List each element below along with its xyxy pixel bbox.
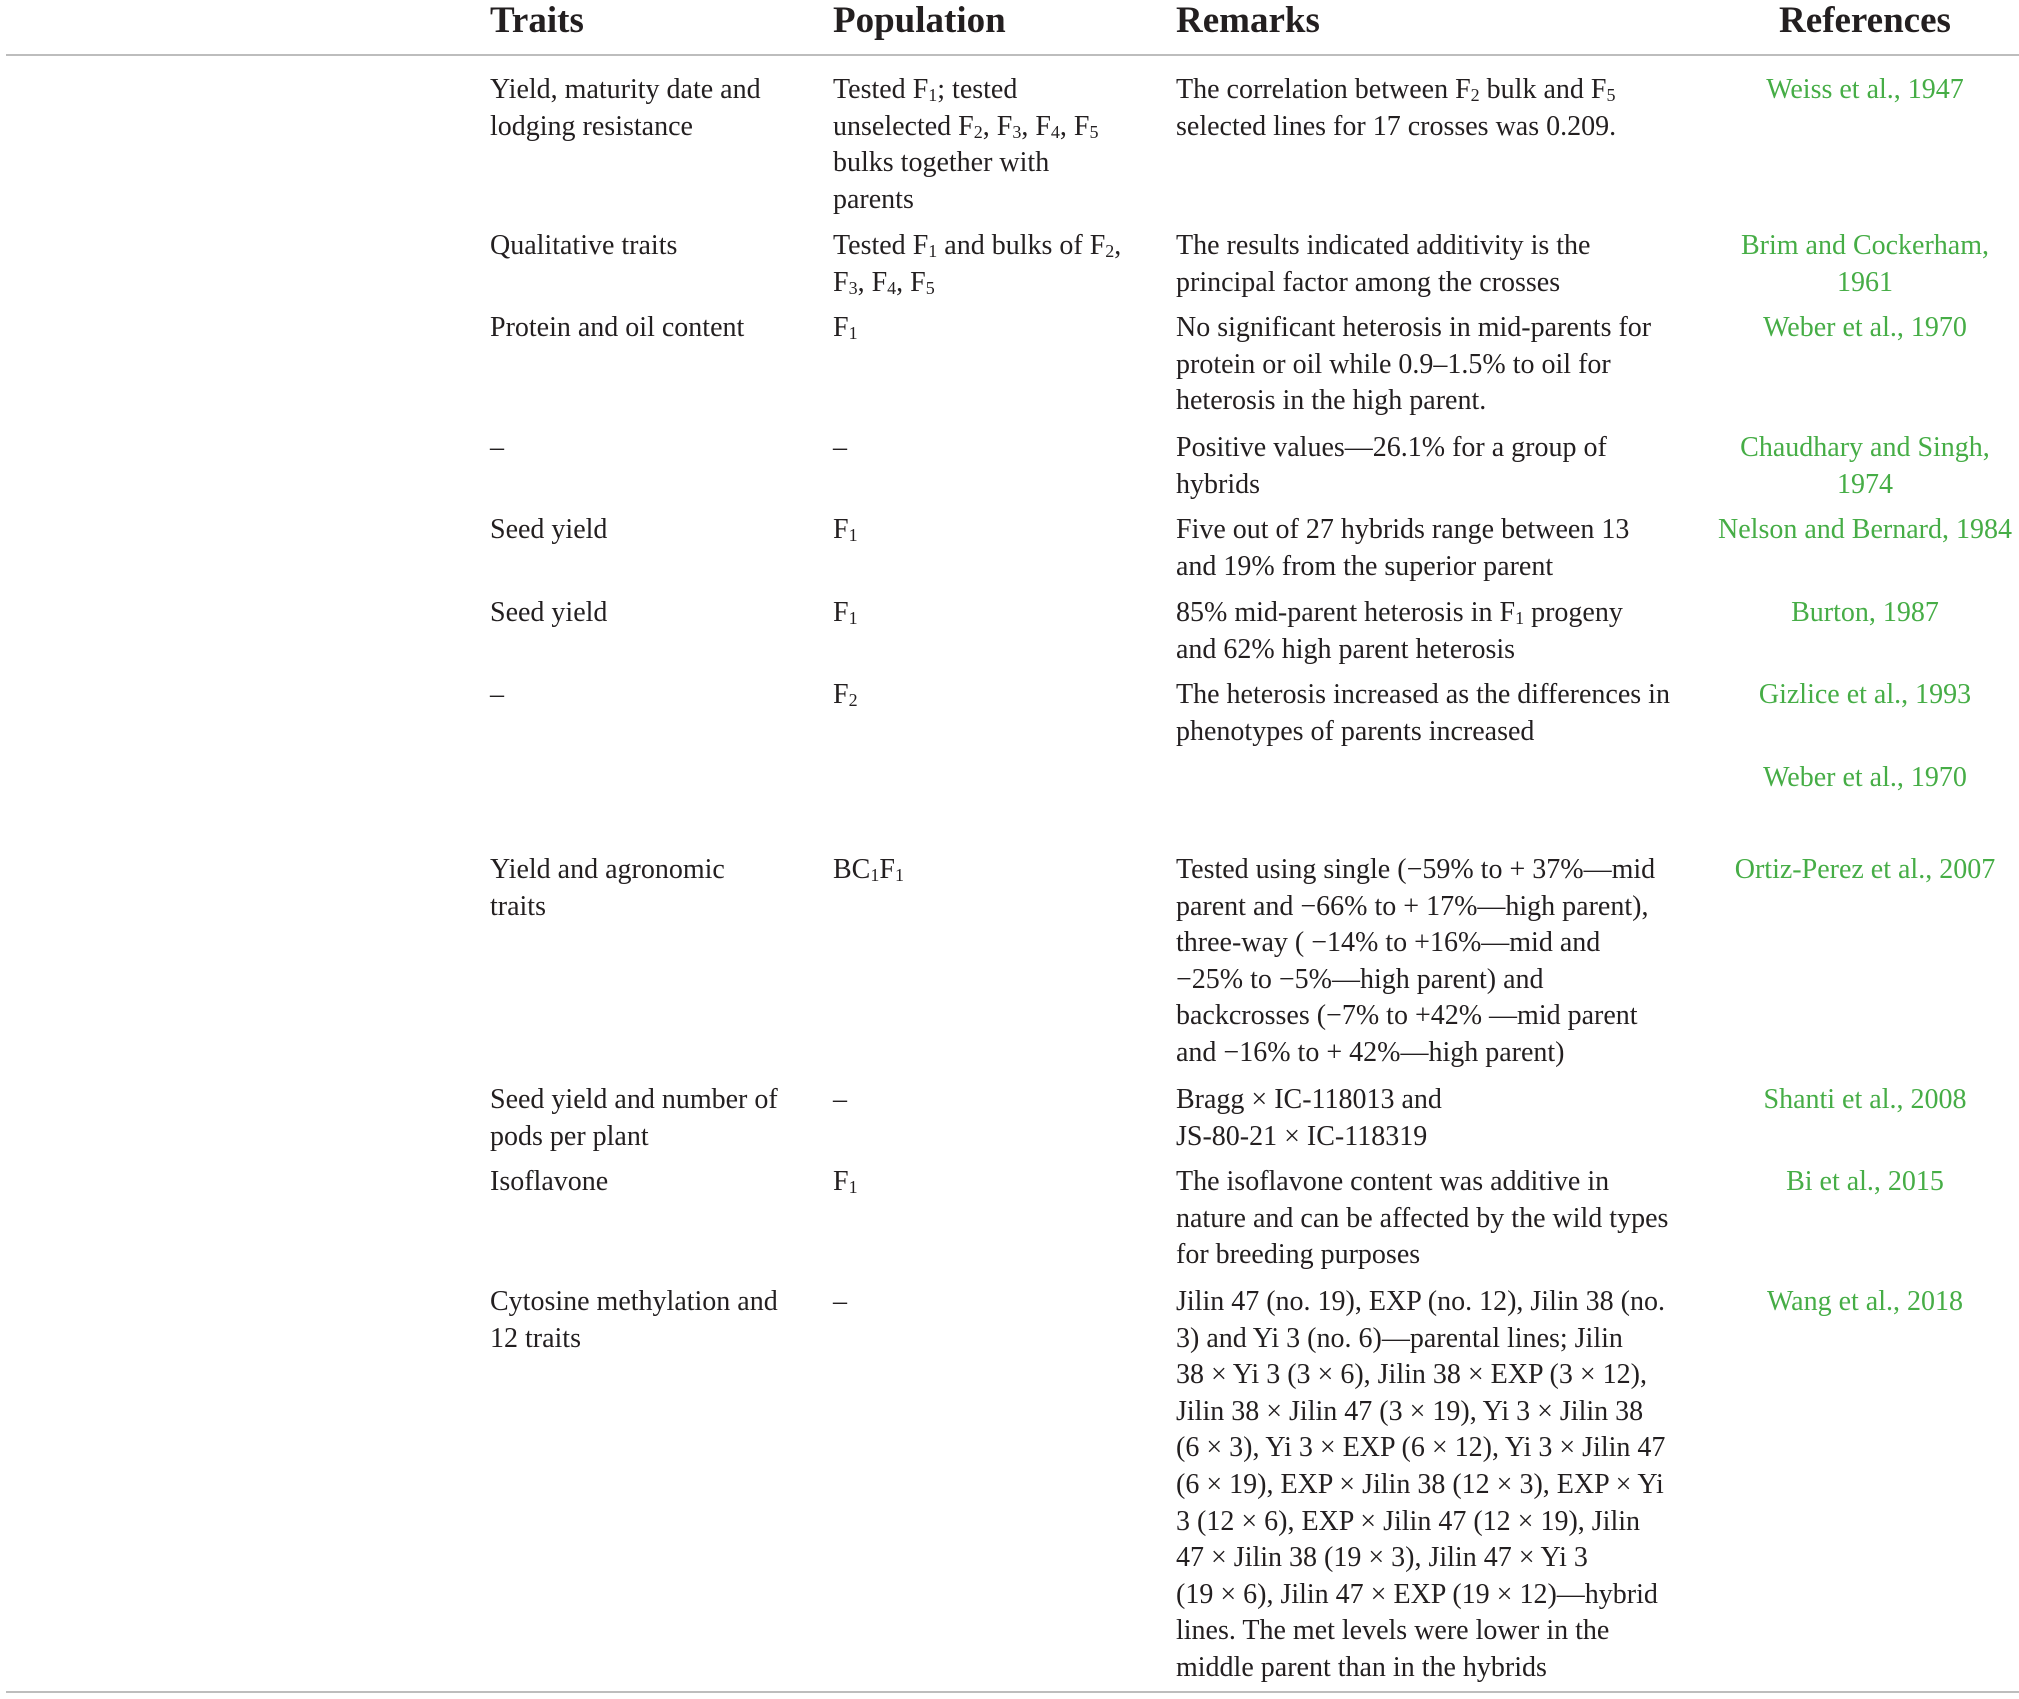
reference-link[interactable]: Weber et al., 1970 (1763, 312, 1967, 343)
cell-remarks (1176, 1082, 1442, 1155)
cell-line: Bragg × IC-118013 and (1176, 1084, 1442, 1115)
cell-line: – (490, 432, 504, 463)
cell-line: Five out of 27 hybrids range between 13 (1176, 514, 1630, 545)
cell-line: Jilin 47 (no. 19), EXP (no. 12), Jilin 38 (no. (1176, 1286, 1665, 1317)
cell-traits (490, 1284, 778, 1357)
cell-line: No significant heterosis in mid-parents for (1176, 312, 1652, 343)
cell-line: and 62% high parent heterosis (1176, 633, 1516, 665)
cell-line: Yield, maturity date and (490, 74, 761, 105)
reference-link[interactable]: Gizlice et al., 1993 (1758, 679, 1972, 710)
cell-population (833, 1164, 858, 1201)
cell-remarks (1176, 1284, 1665, 1687)
cell-traits (490, 852, 725, 925)
cell-line: – (833, 1286, 847, 1317)
cell-line: F1 (833, 1166, 858, 1197)
cell-line: Seed yield and number of (490, 1084, 778, 1115)
cell-line: The heterosis increased as the differences in (1176, 679, 1670, 710)
reference-link[interactable]: Brim and Cockerham, (1740, 230, 1990, 261)
cell-line: BC1F1 (833, 854, 904, 885)
cell-population (833, 430, 847, 467)
table-top-rule (6, 54, 2019, 56)
cell-traits (490, 512, 607, 549)
cell-traits (490, 72, 761, 145)
cell-population (833, 1082, 847, 1119)
cell-line: parents (833, 183, 914, 215)
cell-line: −25% to −5%—high parent) and (1176, 963, 1544, 995)
reference-link[interactable]: 1974 (1837, 468, 1893, 500)
reference-link[interactable]: Ortiz-Perez et al., 2007 (1734, 854, 1996, 885)
cell-line: bulks together with (833, 147, 1050, 179)
cell-line: – (833, 432, 847, 463)
cell-line: 12 traits (490, 1322, 581, 1354)
cell-line: backcrosses (−7% to +42% —mid parent (1176, 1000, 1638, 1032)
cell-line: traits (490, 890, 546, 922)
cell-line: middle parent than in the hybrids (1176, 1651, 1547, 1683)
cell-line: pods per plant (490, 1120, 649, 1152)
cell-line: principal factor among the crosses (1176, 266, 1561, 298)
cell-line: F1 (833, 597, 858, 628)
cell-line: (6 × 19), EXP × Jilin 38 (12 × 3), EXP × Yi (1176, 1468, 1664, 1500)
cell-line: Protein and oil content (490, 312, 745, 343)
cell-traits (490, 1082, 778, 1155)
cell-line: F3, F4, F5 (833, 266, 935, 298)
cell-reference[interactable] (1700, 677, 2019, 714)
cell-line: Seed yield (490, 597, 608, 628)
cell-remarks (1176, 310, 1651, 420)
cell-line: The correlation between F2 bulk and F5 (1176, 74, 1616, 105)
cell-line: lodging resistance (490, 110, 693, 142)
cell-line: The results indicated additivity is the (1176, 230, 1591, 261)
cell-line: Jilin 38 × Jilin 47 (3 × 19), Yi 3 × Jilin 38 (1176, 1395, 1644, 1427)
cell-traits (490, 228, 677, 265)
cell-remarks (1176, 228, 1590, 301)
header-remarks: Remarks (1176, 0, 1320, 41)
cell-line: Cytosine methylation and (490, 1286, 778, 1317)
cell-line: hybrids (1176, 468, 1260, 500)
reference-link[interactable]: Wang et al., 2018 (1766, 1286, 1964, 1317)
cell-traits (490, 430, 504, 467)
cell-line: heterosis in the high parent. (1176, 385, 1487, 417)
cell-line: (6 × 3), Yi 3 × EXP (6 × 12), Yi 3 × Jilin 47 (1176, 1432, 1666, 1464)
cell-remarks (1176, 677, 1670, 750)
cell-remarks (1176, 72, 1616, 145)
cell-reference[interactable] (1700, 228, 2019, 301)
cell-line: Positive values—26.1% for a group of (1176, 432, 1607, 463)
cell-line: 3) and Yi 3 (no. 6)—parental lines; Jilin (1176, 1322, 1623, 1354)
cell-population (833, 1284, 847, 1321)
cell-line: Tested using single (−59% to + 37%—mid (1176, 854, 1656, 885)
cell-line: Yield and agronomic (490, 854, 725, 885)
cell-traits (490, 310, 744, 347)
cell-line: F1 (833, 312, 858, 343)
cell-line: F1 (833, 514, 858, 545)
cell-remarks (1176, 595, 1623, 668)
reference-link[interactable]: Chaudhary and Singh, (1740, 432, 1990, 463)
cell-line: JS-80-21 × IC-118319 (1176, 1120, 1428, 1152)
cell-line: three-way ( −14% to +16%—mid and (1176, 927, 1601, 959)
header-traits: Traits (490, 0, 584, 41)
cell-line: phenotypes of parents increased (1176, 715, 1535, 747)
reference-link[interactable]: Nelson and Bernard, 1984 (1718, 514, 2012, 545)
reference-link[interactable]: Weiss et al., 1947 (1766, 74, 1964, 105)
reference-link[interactable]: 1961 (1837, 266, 1893, 298)
cell-line: 38 × Yi 3 (3 × 6), Jilin 38 × EXP (3 × 12), (1176, 1359, 1647, 1391)
reference-link[interactable]: Shanti et al., 2008 (1763, 1084, 1967, 1115)
cell-reference[interactable] (1700, 595, 2019, 632)
cell-line: 47 × Jilin 38 (19 × 3), Jilin 47 × Yi 3 (1176, 1542, 1588, 1574)
cell-remarks (1176, 852, 1655, 1072)
cell-line: protein or oil while 0.9–1.5% to oil for (1176, 348, 1611, 380)
cell-reference[interactable] (1700, 760, 2019, 797)
cell-population (833, 852, 904, 889)
cell-reference[interactable] (1700, 1082, 2019, 1119)
cell-line: The isoflavone content was additive in (1176, 1166, 1610, 1197)
cell-line: 3 (12 × 6), EXP × Jilin 47 (12 × 19), Jilin (1176, 1505, 1640, 1537)
cell-line: Tested F1; tested (833, 74, 1018, 105)
cell-line: Tested F1 and bulks of F2, (833, 230, 1122, 261)
cell-traits (490, 595, 607, 632)
cell-line: selected lines for 17 crosses was 0.209. (1176, 110, 1617, 142)
cell-line: – (833, 1084, 847, 1115)
cell-remarks (1176, 512, 1629, 585)
cell-population (833, 595, 858, 632)
cell-reference[interactable] (1700, 1284, 2019, 1321)
cell-line: Seed yield (490, 514, 608, 545)
cell-remarks (1176, 1164, 1668, 1274)
cell-reference[interactable] (1700, 310, 2019, 347)
cell-population (833, 310, 858, 347)
cell-population (833, 677, 858, 714)
cell-population (833, 228, 1121, 301)
cell-line: and −16% to + 42%—high parent) (1176, 1036, 1565, 1068)
cell-line: parent and −66% to + 17%—high parent), (1176, 890, 1649, 922)
cell-line: F2 (833, 679, 858, 710)
cell-line: and 19% from the superior parent (1176, 550, 1554, 582)
cell-population (833, 512, 858, 549)
reference-link[interactable]: Bi et al., 2015 (1786, 1166, 1944, 1197)
cell-traits (490, 1164, 608, 1201)
cell-reference[interactable] (1700, 430, 2019, 503)
cell-line: nature and can be affected by the wild types (1176, 1202, 1669, 1234)
cell-reference[interactable] (1700, 72, 2019, 109)
header-references: References (1779, 0, 1951, 41)
cell-line: – (490, 679, 504, 710)
cell-line: for breeding purposes (1176, 1239, 1421, 1271)
cell-line: Isoflavone (490, 1166, 609, 1197)
header-population: Population (833, 0, 1006, 41)
cell-reference[interactable] (1700, 1164, 2019, 1201)
cell-remarks (1176, 430, 1607, 503)
cell-line: Qualitative traits (490, 230, 678, 261)
cell-line: 85% mid-parent heterosis in F1 progeny (1176, 597, 1623, 628)
cell-population (833, 72, 1098, 218)
reference-link[interactable]: Weber et al., 1970 (1763, 762, 1967, 793)
table-bottom-rule (6, 1691, 2019, 1693)
cell-traits (490, 677, 504, 714)
cell-line: unselected F2, F3, F4, F5 (833, 110, 1099, 142)
cell-reference[interactable] (1700, 852, 2019, 889)
cell-reference[interactable] (1700, 512, 2019, 549)
cell-line: (19 × 6), Jilin 47 × EXP (19 × 12)—hybrid (1176, 1578, 1658, 1610)
cell-line: lines. The met levels were lower in the (1176, 1615, 1610, 1647)
reference-link[interactable]: Burton, 1987 (1791, 597, 1939, 628)
